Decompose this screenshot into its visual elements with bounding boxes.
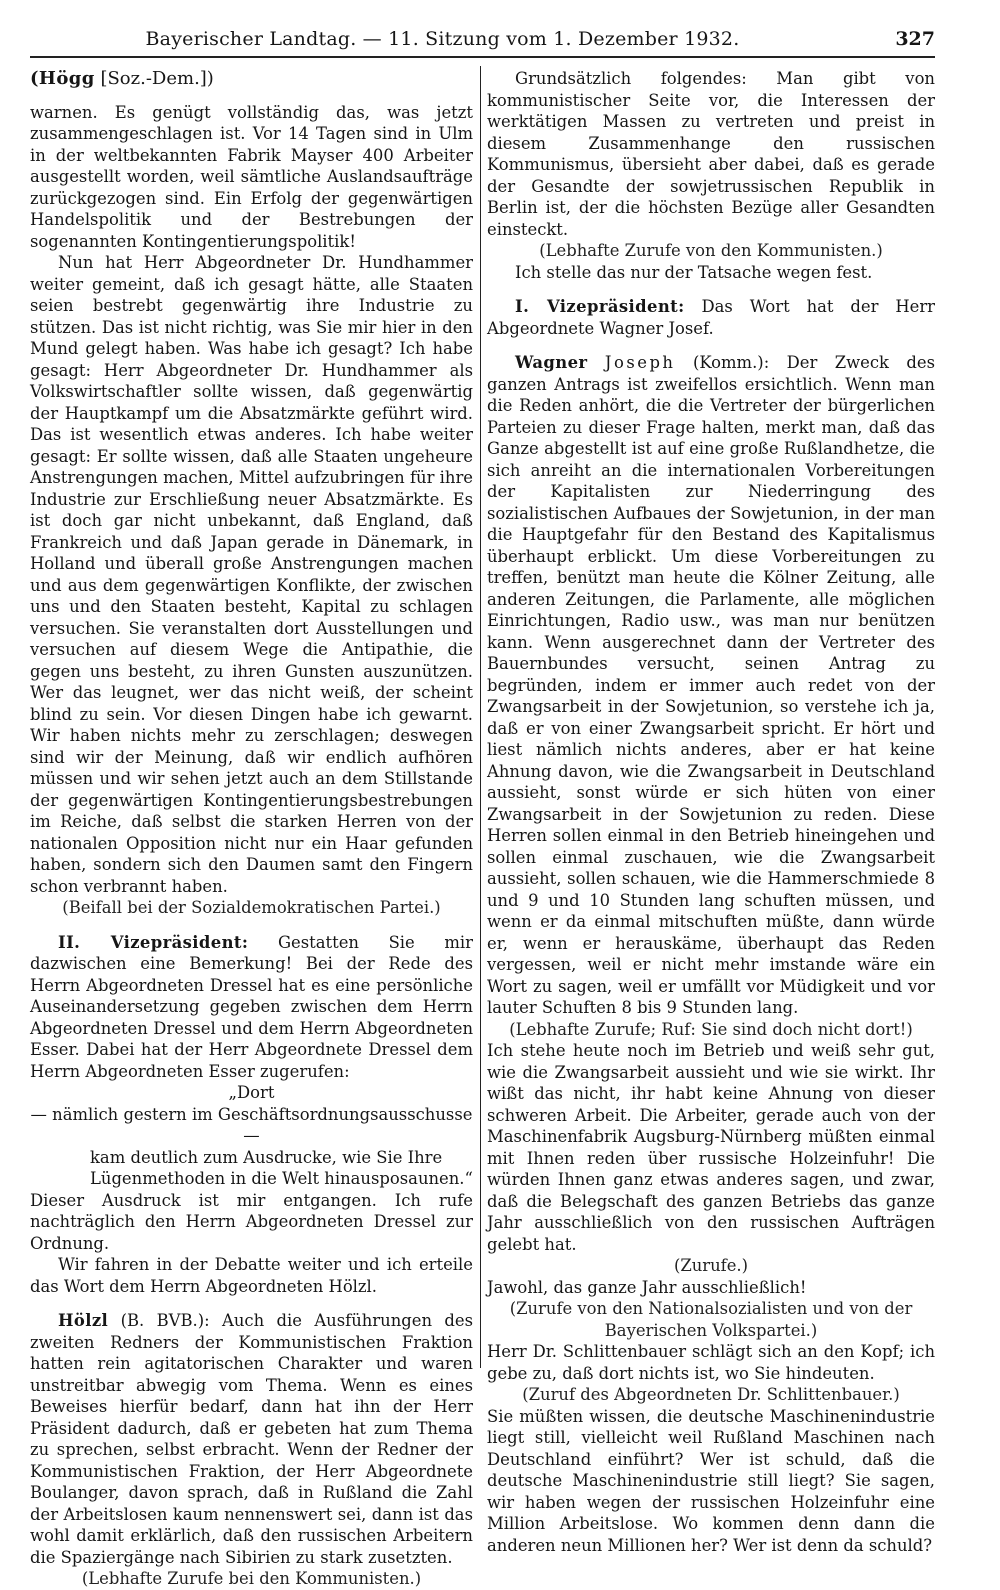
quote-line: kam deutlich zum Ausdrucke, wie Sie Ihre Lügenmethoden in die Welt hinausposaunen.“ (90, 1147, 473, 1188)
interjection: (Beifall bei der Sozialdemokratischen Partei.) (62, 898, 441, 917)
quote-line: „Dort (228, 1083, 275, 1102)
paragraph: warnen. Es genügt vollständig das, was jetzt zusammengeschlagen ist. Vor 14 Tagen sind in Ulm in der weltbekannten Fabrik Mayser 400 Arbeiter ausgestellt worden, weil sämtliche Auslandsaufträge zurückgezogen sind. Ein Erfolg der gegenwärtigen Handelspolitik und der Bestrebungen der sogenannten Kontingentierungspolitik! (30, 102, 473, 251)
header-rule (30, 56, 935, 58)
speaker-continuation (30, 68, 473, 90)
speaker-firstname: Joseph (604, 353, 676, 372)
running-title: Bayerischer Landtag. — 11. Sitzung vom 1. Dezember 1932. (145, 28, 740, 50)
paragraph: Grundsätzlich folgendes: Man gibt von kommunistischer Seite vor, die Interessen der werktätigen Massen zu vertreten und preist in diesem Zusammenhange den russischen Kommunismus, übersieht aber dabei, daß es gerade der Gesandte der sowjetrussischen Republik in Berlin ist, der die höchsten Bezüge aller Gesandten einsteckt. (487, 69, 935, 239)
paragraph: Sie müßten wissen, die deutsche Maschinenindustrie liegt still, vielleicht weil Rußland Maschinen nach Deutschland einführt? Wer ist schuld, daß die deutsche Maschinenindustrie still liegt? Sie sagen, wir haben wegen der russischen Holzeinfuhr eine Million Arbeitslose. Wo kommen denn dann die anderen neun Millionen her? Wer ist denn da schuld? (487, 1406, 935, 1555)
statement-text: Gestatten Sie mir dazwischen eine Bemerkung! Bei der Rede des Herrn Abgeordneten Dressel hat es eine persönliche Auseinandersetzung gegeben zwischen dem Herrn Abgeordneten Dressel und dem Herrn Abgeordneten Esser. Dabei hat der Herr Abgeordnete Dressel dem Herrn Abgeordneten Esser zugerufen: (30, 932, 473, 1081)
interjection: (Zuruf des Abgeordneten Dr. Schlittenbauer.) (522, 1385, 900, 1404)
speaker-name: Wagner (515, 353, 588, 372)
statement-text: Das Wort hat der Herr Abgeordnete Wagner Josef. (487, 297, 936, 338)
speaker-name: Hölzl (58, 1311, 109, 1330)
paragraph: Jawohl, das ganze Jahr ausschließlich! (487, 1277, 807, 1297)
interjection: (Zurufe von den Nationalsozialisten und von der Bayerischen Volkspartei.) (509, 1299, 913, 1340)
wagner-statement (487, 352, 935, 1019)
paragraph: Nun hat Herr Abgeordneter Dr. Hundhammer weiter gemeint, daß ich gesagt hätte, alle Staaten seien bestrebt gegenwärtig ihre Industrie zu stützen. Das ist nicht richtig, was Sie mir hier in den Mund gelegt haben. Was habe ich gesagt? Ich habe gesagt: Herr Abgeordneter Dr. Hundhammer als Volkswirtschaftler sollte wissen, daß gegenwärtig der Hauptkampf um die Absatzmärkte geführt wird. Das ist wesentlich etwas anderes. Ich habe weiter gesagt: Er sollte wissen, daß alle Staaten ungeheure Anstrengungen machen, Mittel aufzubringen für ihre Industrie zur Erschließung neuer Absatzmärkte. Es ist doch gar nicht unbekannt, daß England, daß Frankreich und daß Japan gerade in Dänemark, in Holland und überall große Anstrengungen machen und aus dem gegenwärtigen Konflikte, der zwischen uns und den Staaten besteht, Kapital zu schlagen versuchen. Sie veranstalten dort Ausstellungen und versuchen auf diesem Wege die Antipathie, die gegen uns besteht, zu ihren Gunsten auszunützen. Wer das leugnet, wer das nicht weiß, der scheint blind zu sein. Vor diesen Dingen habe ich gewarnt. Wir haben nichts mehr zu zerschlagen; deswegen sind wir der Meinung, daß wir endlich aufhören müssen und wir sehen jetzt auch an dem Stillstande der gegenwärtigen Kontingentierungsbestrebungen im Reiche, daß selbst die starken Herren von der nationalen Opposition nicht nur ein Haar gefunden haben, sondern sich den Daumen samt den Fingern schon verbrannt haben. (30, 253, 473, 896)
right-column (487, 68, 935, 1556)
paragraph: Dieser Ausdruck ist mir entgangen. Ich rufe nachträglich den Herrn Abgeordneten Dressel zur Ordnung. (30, 1190, 473, 1253)
hoelzl-statement (30, 1310, 473, 1568)
statement-text: (Komm.): Der Zweck des ganzen Antrags ist zweifellos ersichtlich. Wenn man die Reden anhört, die die Vertreter der bürgerlichen Parteien zu dieser Frage halten, merkt man, daß das Ganze abgestellt ist auf eine große Rußlandhetze, die sich anreiht an die internationalen Vorbereitungen der Kapitalisten zur Niederringung des sozialistischen Aufbaues der Sowjetunion, in der man die Hauptgefahr für den Bestand des Kapitalismus überhaupt erblickt. Um diese Vorbereitungen zu treffen, benützt man heute die Kölner Zeitung, alle anderen Zeitungen, die Parlamente, alle möglichen Einrichtungen, Radio usw., was man nur benützen kann. Wenn ausgerechnet dann der Vertreter des Bauernbundes versucht, seinen Antrag zu begründen, indem er immer auch redet von der Zwangsarbeit in der Sowjetunion, so verstehe ich ja, daß er von einer Zwangsarbeit spricht. Er hört und liest nämlich nichts anderes, aber er hat keine Ahnung davon, wie die Zwangsarbeit in Deutschland aussieht, sonst würde er sich hüten von einer Zwangsarbeit in der Sowjetunion zu reden. Diese Herren sollen einmal in den Betrieb hineingehen und sollen einmal zuschauen, wie die Zwangsarbeit aussieht, sollen schauen, wie die Hammerschmiede 8 und 9 und 10 Stunden lang schuften müssen, und wenn er da einmal mitschuften müßte, dann würde er, wenn er herauskäme, überhaupt das Reden vergessen, weil er nicht mehr imstande wäre ein Wort zu sagen, weil er umfällt vor Müdigkeit und vor lauter Schuften 8 bis 9 Stunden lang. (487, 353, 936, 1017)
speaker-name: II. Vizepräsident: (58, 932, 249, 952)
statement-text: (B. BVB.): Auch die Ausführungen des zweiten Redners der Kommunistischen Fraktion hatten rein agitatorischen Charakter und waren unstreitbar abwegig vom Thema. Wenn es eines Beweises hierfür bedarf, dann hat ihn der Herr Präsident dadurch, daß er gebeten hat zum Thema zu sprechen, selbst erbracht. Wenn der Redner der Kommunistischen Fraktion, der Herr Abgeordnete Boulanger, davon sprach, daß in Rußland die Zahl der Arbeitslosen kaum nennenswert sei, dann ist das wohl damit erklärlich, daß den russischen Arbeitern die Spaziergänge nach Sibirien zu stark zusetzten. (30, 1311, 473, 1567)
speaker-party: [Soz.-Dem.]) (100, 68, 214, 89)
column-divider (480, 66, 481, 1368)
interjection: (Lebhafte Zurufe von den Kommunisten.) (539, 241, 883, 260)
paragraph: Wir fahren in der Debatte weiter und ich erteile das Wort dem Herrn Abgeordneten Hölzl. (30, 1255, 473, 1296)
quote-line: — nämlich gestern im Geschäftsordnungsausschusse — (30, 1104, 473, 1145)
paragraph: Ich stehe heute noch im Betrieb und weiß sehr gut, wie die Zwangsarbeit aussieht und wie sie wirkt. Ihr wißt das nicht, ihr habt keine Ahnung von dieser schweren Arbeit. Die Arbeiter, gerade auch von der Maschinenfabrik Augsburg-Nürnberg müßten einmal mit Ihnen reden über russische Holzeinfuhr! Die würden Ihnen ganz etwas anderes sagen, und zwar, daß die Belegschaft des ganzen Betriebs das ganze Jahr ausschließlich von den russischen Aufträgen gelebt hat. (487, 1041, 935, 1254)
interjection: (Lebhafte Zurufe bei den Kommunisten.) (81, 1569, 422, 1588)
left-column (30, 68, 473, 1590)
interjection: (Lebhafte Zurufe; Ruf: Sie sind doch nicht dort!) (509, 1019, 913, 1039)
speaker-name: I. Vizepräsident: (515, 297, 685, 316)
page-number: 327 (895, 28, 935, 50)
paragraph: Herr Dr. Schlittenbauer schlägt sich an den Kopf; ich gebe zu, daß dort nichts ist, wo Sie hindeuten. (487, 1342, 935, 1383)
page-header (30, 28, 935, 54)
speaker-name: (Högg (30, 68, 95, 89)
vicepresident-statement (30, 932, 473, 1083)
vicepresident-statement (487, 296, 935, 339)
interjection: (Zurufe.) (673, 1256, 749, 1275)
paragraph: Ich stelle das nur der Tatsache wegen fest. (515, 262, 873, 282)
